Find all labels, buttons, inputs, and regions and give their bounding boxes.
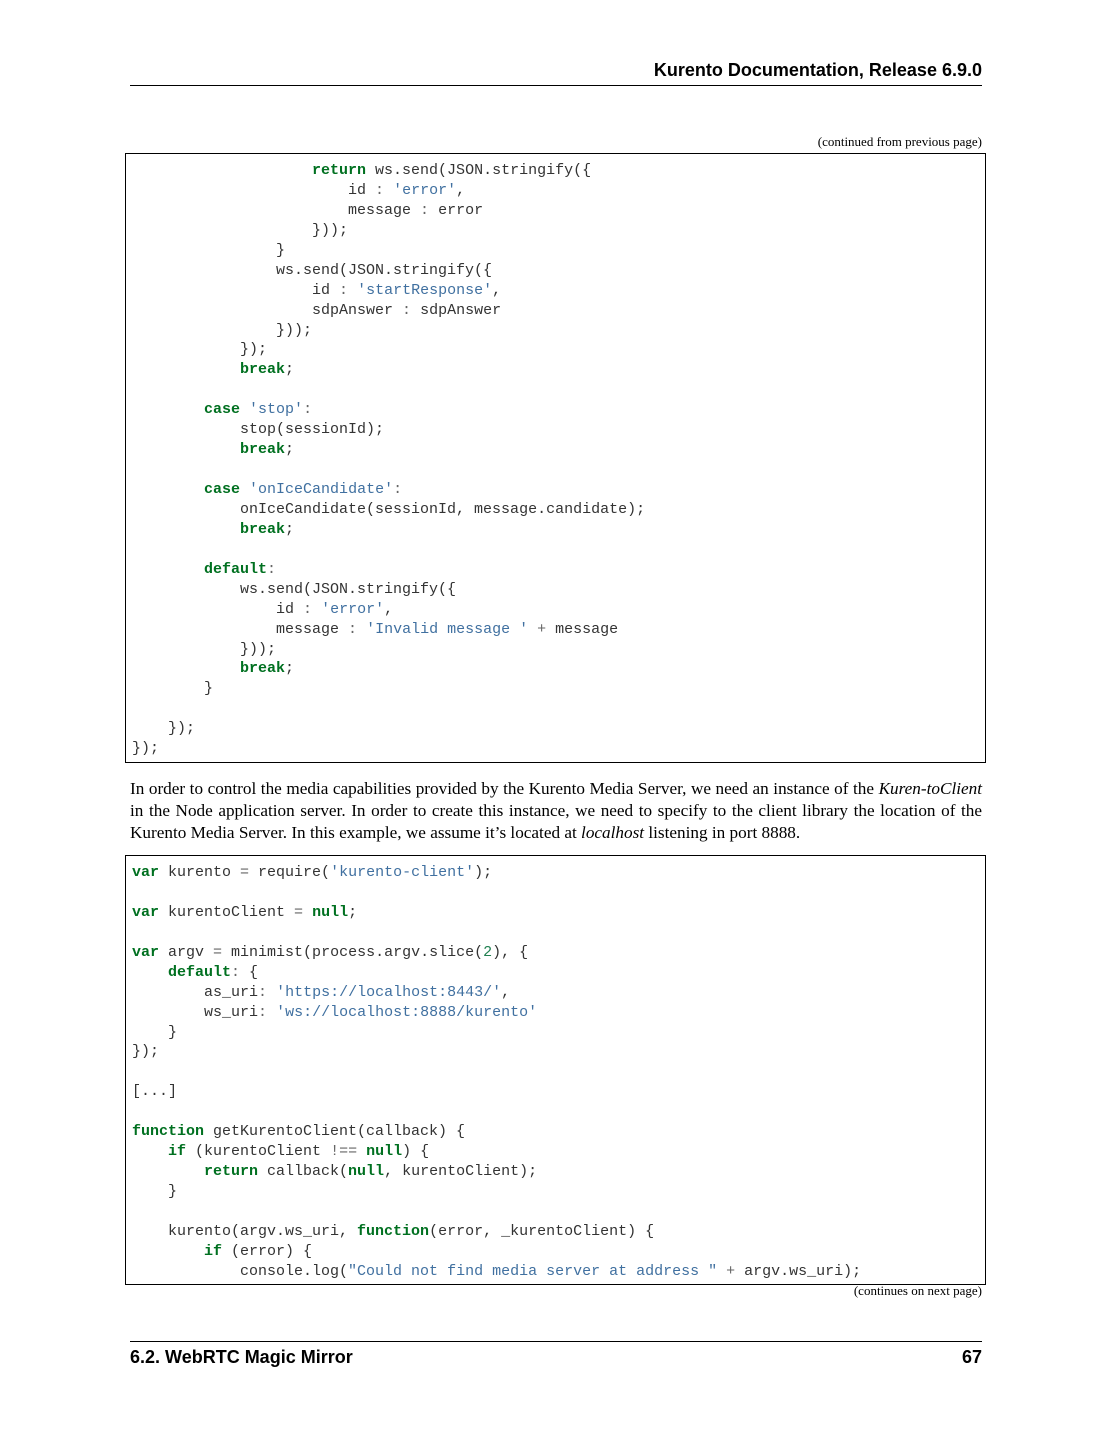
code-token: }); xyxy=(132,1043,160,1061)
code-line xyxy=(132,963,985,983)
code-line xyxy=(132,983,985,1003)
code-token: return xyxy=(204,1163,259,1181)
code-line xyxy=(132,1003,985,1023)
code-line xyxy=(132,620,985,640)
code-line xyxy=(132,520,985,540)
code-token: 'stop' xyxy=(249,401,304,419)
code-line xyxy=(132,420,985,440)
code-token: ); xyxy=(474,864,493,881)
code-line xyxy=(132,1042,985,1062)
code-token: require( xyxy=(249,864,331,881)
code-token: ; xyxy=(285,660,295,678)
page-number: 67 xyxy=(961,1347,982,1367)
code-token xyxy=(132,481,204,498)
code-line xyxy=(132,241,985,261)
code-line xyxy=(132,181,985,201)
code-line xyxy=(132,360,985,380)
code-listing xyxy=(132,161,985,759)
code-line xyxy=(132,719,985,739)
code-token: (error, _kurentoClient) { xyxy=(429,1222,655,1240)
code-token: })); xyxy=(132,640,277,658)
code-token: kurento xyxy=(159,864,241,881)
code-line xyxy=(132,201,985,221)
code-token: 'Invalid message ' xyxy=(366,620,529,638)
code-token xyxy=(312,601,321,618)
code-line xyxy=(132,659,985,679)
code-token: : xyxy=(258,983,268,1001)
code-line xyxy=(132,1222,985,1242)
footer-section: 6.2. WebRTC Magic Mirror xyxy=(130,1347,353,1367)
code-line xyxy=(132,1242,985,1262)
code-token: ) { xyxy=(402,1143,430,1161)
code-token: ws.send(JSON.stringify({ xyxy=(366,162,592,179)
code-token xyxy=(132,1163,204,1180)
code-token: } xyxy=(132,241,286,259)
code-token: onIceCandidate(sessionId, message.candidate); xyxy=(132,500,646,518)
code-token: })); xyxy=(132,221,349,239)
code-token xyxy=(267,984,276,1001)
code-token: null xyxy=(312,903,349,921)
code-block-message-handler xyxy=(125,153,986,763)
code-line xyxy=(132,1122,985,1142)
code-token xyxy=(240,401,249,418)
code-token: } xyxy=(132,1183,178,1200)
code-token: sdpAnswer xyxy=(411,301,502,319)
continued-from-note: (continued from previous page) xyxy=(817,134,982,149)
code-token: 'ws://localhost:8888/kurento' xyxy=(276,1003,538,1021)
code-token: kurentoClient xyxy=(159,903,295,921)
code-token xyxy=(132,561,204,578)
code-token: + xyxy=(726,1262,736,1280)
code-token: null xyxy=(366,1143,403,1161)
code-block-kurento-client xyxy=(125,855,986,1285)
code-token: })); xyxy=(132,321,313,339)
code-line xyxy=(132,480,985,500)
code-token: sdpAnswer xyxy=(132,301,403,319)
code-line xyxy=(132,1142,985,1162)
code-token: message xyxy=(546,620,619,638)
code-token xyxy=(132,521,240,538)
code-token: default xyxy=(204,560,268,578)
code-line xyxy=(132,281,985,301)
code-line xyxy=(132,883,985,903)
code-token: : xyxy=(303,600,313,618)
code-line xyxy=(132,1182,985,1202)
paragraph-text: In order to control the media capabilities provided by the Kurento Media Server, we need an instance of the xyxy=(130,779,879,798)
code-token: default xyxy=(168,963,232,981)
code-token: 'https://localhost:8443/' xyxy=(276,983,502,1001)
code-token: kurento(argv.ws_uri, xyxy=(132,1222,358,1240)
code-token: break xyxy=(240,520,286,538)
code-line xyxy=(132,460,985,480)
paragraph-text: listening in port 8888. xyxy=(644,823,801,842)
code-token: console.log( xyxy=(132,1262,349,1280)
code-token: ; xyxy=(348,903,358,921)
code-token: , xyxy=(456,181,466,199)
code-token: : xyxy=(402,301,412,319)
code-token: case xyxy=(204,481,241,498)
code-token xyxy=(132,441,240,458)
code-token: : xyxy=(393,481,403,498)
code-token: !== xyxy=(330,1143,358,1161)
code-token: , xyxy=(384,600,394,618)
code-token xyxy=(528,621,537,638)
code-line xyxy=(132,560,985,580)
code-token: callback( xyxy=(258,1163,349,1181)
code-token xyxy=(267,1004,276,1021)
code-line xyxy=(132,321,985,341)
code-token xyxy=(132,660,240,677)
code-token: { xyxy=(240,963,259,981)
code-token: : xyxy=(258,1003,268,1021)
code-token: case xyxy=(204,401,241,419)
code-token xyxy=(132,401,204,418)
code-token xyxy=(240,481,249,498)
code-token: , kurentoClient); xyxy=(384,1163,538,1181)
code-token: } xyxy=(132,1023,178,1041)
code-line xyxy=(132,923,985,943)
code-line xyxy=(132,380,985,400)
code-token: stop(sessionId); xyxy=(132,421,385,439)
code-token: argv xyxy=(159,943,214,961)
code-token: function xyxy=(132,1123,205,1141)
running-footer xyxy=(130,1341,982,1368)
code-line xyxy=(132,440,985,460)
body-paragraph xyxy=(130,778,982,844)
code-line xyxy=(132,340,985,360)
code-line xyxy=(132,1082,985,1102)
code-token xyxy=(132,1143,168,1160)
code-token: 2 xyxy=(483,943,493,961)
code-token: id xyxy=(132,181,376,199)
code-token: message xyxy=(132,620,349,638)
code-token: (kurentoClient xyxy=(186,1143,331,1161)
code-token xyxy=(132,964,168,981)
code-token: }); xyxy=(132,720,196,738)
code-token: 'onIceCandidate' xyxy=(249,481,394,498)
header-title: Kurento Documentation, Release 6.9.0 xyxy=(653,60,982,80)
code-token: 'startResponse' xyxy=(357,281,493,299)
code-line xyxy=(132,903,985,923)
code-token: minimist(process.argv.slice( xyxy=(222,943,484,961)
code-token: break xyxy=(240,441,286,459)
code-token: message xyxy=(132,201,421,219)
code-token: } xyxy=(132,680,214,698)
code-line xyxy=(132,943,985,963)
code-token: getKurentoClient(callback) { xyxy=(204,1123,466,1141)
code-line xyxy=(132,600,985,620)
code-token: if xyxy=(168,1143,187,1161)
code-token: ws_uri xyxy=(132,1003,259,1021)
code-token: id xyxy=(132,600,304,618)
code-line xyxy=(132,301,985,321)
code-token: 'error' xyxy=(393,181,457,199)
code-token: : xyxy=(303,401,313,419)
code-line xyxy=(132,221,985,241)
code-line xyxy=(132,679,985,699)
code-line xyxy=(132,1102,985,1122)
code-line xyxy=(132,1202,985,1222)
code-token xyxy=(348,282,357,299)
code-listing xyxy=(132,863,985,1282)
code-token: id xyxy=(132,281,340,299)
code-line xyxy=(132,500,985,520)
code-token: as_uri xyxy=(132,983,259,1001)
code-token: var xyxy=(132,864,160,881)
code-token: "Could not find media server at address " xyxy=(348,1262,718,1280)
code-token xyxy=(132,1243,204,1260)
code-token: error xyxy=(429,201,484,219)
code-token xyxy=(303,904,312,921)
code-token: break xyxy=(240,660,286,678)
code-token: 'kurento-client' xyxy=(330,864,475,881)
code-token: return xyxy=(312,162,367,179)
code-token: break xyxy=(240,361,286,379)
code-line xyxy=(132,580,985,600)
code-token: + xyxy=(537,620,547,638)
code-token xyxy=(132,361,240,378)
code-token xyxy=(357,621,366,638)
code-token: function xyxy=(357,1222,430,1240)
running-header xyxy=(130,60,982,86)
code-line xyxy=(132,863,985,883)
code-token: = xyxy=(294,903,304,921)
code-token: var xyxy=(132,943,160,961)
code-line xyxy=(132,261,985,281)
code-line xyxy=(132,161,985,181)
code-token: ws.send(JSON.stringify({ xyxy=(132,261,493,279)
code-token xyxy=(132,162,312,179)
code-token: ; xyxy=(285,361,295,379)
code-token: : xyxy=(231,963,241,981)
code-token: : xyxy=(348,620,358,638)
code-token xyxy=(717,1263,726,1280)
code-token: ; xyxy=(285,441,295,459)
code-token: : xyxy=(339,281,349,299)
code-line xyxy=(132,739,985,759)
code-token: }); xyxy=(132,341,268,359)
code-token: if xyxy=(204,1242,223,1260)
code-token: 'error' xyxy=(321,600,385,618)
code-token: : xyxy=(375,181,385,199)
code-line xyxy=(132,540,985,560)
code-line xyxy=(132,640,985,660)
code-token: = xyxy=(213,943,223,961)
code-line xyxy=(132,1023,985,1043)
code-token: , xyxy=(492,281,502,299)
paragraph-text: in the Node application server. In order to create this instance, we need to specify to the client library the location of the Kurento Media Server. In this example, we assume it’s located at xyxy=(130,801,982,842)
continues-on-note: (continues on next page) xyxy=(853,1283,982,1298)
code-line xyxy=(132,1262,985,1282)
code-token: : xyxy=(420,201,430,219)
code-line xyxy=(132,1162,985,1182)
code-token: (error) { xyxy=(222,1242,313,1260)
code-token: argv.ws_uri); xyxy=(735,1262,862,1280)
code-line xyxy=(132,1062,985,1082)
code-token: null xyxy=(348,1163,385,1181)
code-token: ws.send(JSON.stringify({ xyxy=(132,580,457,598)
code-token: [...] xyxy=(132,1083,178,1101)
emphasis-text: Kuren-toClient xyxy=(878,779,982,798)
code-token: ), { xyxy=(492,943,529,961)
code-token: : xyxy=(267,560,277,578)
emphasis-text: localhost xyxy=(581,823,645,842)
code-token: = xyxy=(240,864,250,881)
code-token: ; xyxy=(285,520,295,538)
code-token: var xyxy=(132,903,160,921)
code-line xyxy=(132,699,985,719)
code-token xyxy=(384,182,393,199)
code-token: }); xyxy=(132,740,160,758)
code-token xyxy=(357,1143,366,1160)
code-line xyxy=(132,400,985,420)
code-token: , xyxy=(501,983,511,1001)
